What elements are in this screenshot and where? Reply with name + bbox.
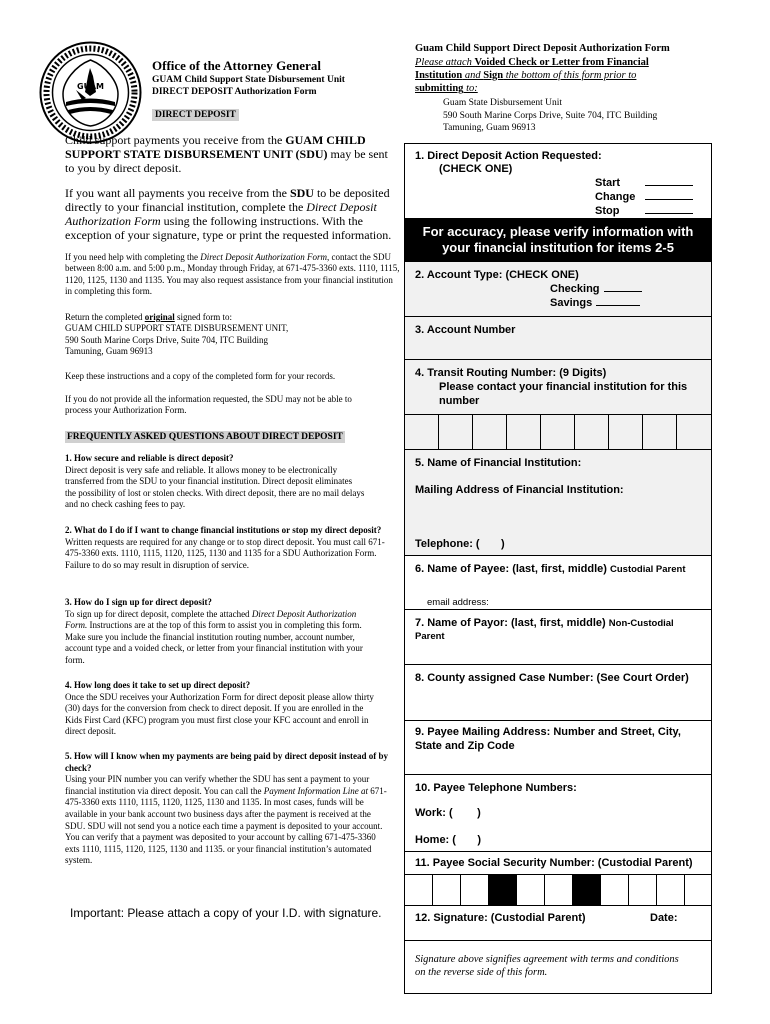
important-id-note: Important: Please attach a copy of your I.D. with signature.: [70, 906, 382, 920]
section-routing-number: [405, 360, 711, 415]
attach-instruction-line-3: submitting to:: [415, 83, 478, 94]
office-subtitle: GUAM Child Support State Disbursement Unit DIRECT DEPOSIT Authorization Form: [152, 75, 345, 97]
intro-paragraph-2: If you want all payments you receive from the SDU to be deposited directly to your financial institution, complete the Direct Deposit Authorization Form using the following instructions. With the exception of your signature, type or print the requested information.: [65, 186, 392, 242]
section-signature[interactable]: [405, 906, 711, 941]
faq-heading: FREQUENTLY ASKED QUESTIONS ABOUT DIRECT DEPOSIT: [67, 432, 343, 442]
routing-digit-cell[interactable]: [473, 415, 507, 449]
routing-digit-cell[interactable]: [507, 415, 541, 449]
sdu-address: Guam State Disbursement Unit 590 South Marine Corps Drive, Suite 704, ITC Building Tamuning, Guam 96913: [443, 98, 658, 133]
action-change-option[interactable]: Change: [595, 190, 693, 204]
home-phone-label: Home: ( ): [415, 834, 481, 846]
section-case-number[interactable]: [405, 665, 711, 721]
section-2-title: 2. Account Type: (CHECK ONE): [415, 269, 579, 281]
section-account-number[interactable]: [405, 317, 711, 360]
authorization-form: [404, 143, 712, 994]
ssn-digit-cell[interactable]: [405, 875, 433, 905]
work-phone-label: Work: ( ): [415, 807, 481, 819]
routing-digit-cell[interactable]: [575, 415, 609, 449]
form-title: Guam Child Support Direct Deposit Authorization Form: [415, 43, 670, 54]
ssn-digit-cell[interactable]: [629, 875, 657, 905]
attach-instruction-line-1: Please attach Voided Check or Letter from Financial: [415, 57, 649, 68]
routing-digit-cell[interactable]: [643, 415, 677, 449]
section-payee-address[interactable]: [405, 721, 711, 775]
ssn-digit-cell[interactable]: [601, 875, 629, 905]
keep-records-note: Keep these instructions and a copy of the completed form for your records.: [65, 371, 336, 381]
signature-agreement-note: Signature above signifies agreement with terms and conditions on the reverse side of this form.: [415, 954, 679, 978]
accuracy-banner: For accuracy, please verify information with your financial institution for items 2-5: [405, 219, 711, 262]
section-1-title: 1. Direct Deposit Action Requested:: [415, 150, 602, 162]
section-account-type: [405, 262, 711, 317]
ssn-digit-cell[interactable]: [517, 875, 545, 905]
section-10-title: 10. Payee Telephone Numbers:: [415, 782, 577, 794]
incomplete-info-note: If you do not provide all the information requested, the SDU may not be able to process your Authorization Form.: [65, 394, 352, 416]
account-type-checking[interactable]: Checking: [550, 282, 642, 296]
attach-instruction-line-2: Institution and Sign the bottom of this form prior to: [415, 70, 637, 81]
signature-date-label: Date:: [650, 912, 678, 924]
direct-deposit-label: DIRECT DEPOSIT: [152, 109, 239, 121]
section-3-title: 3. Account Number: [415, 324, 516, 336]
ssn-digit-cell[interactable]: [657, 875, 685, 905]
section-9-title: 9. Payee Mailing Address: Number and Street, City, State and Zip Code: [415, 726, 681, 752]
section-6-title: 6. Name of Payee: (last, first, middle) Custodial Parent: [415, 563, 686, 575]
section-4-title: 4. Transit Routing Number: (9 Digits): [415, 367, 607, 379]
intro-paragraph-1: Child support payments you receive from the GUAM CHILD SUPPORT STATE DISBURSEMENT UNIT (SDU) may be sent to you by direct deposit.: [65, 133, 388, 175]
section-7-note: Parent: [415, 631, 445, 642]
routing-digit-cell[interactable]: [609, 415, 643, 449]
section-12-title: 12. Signature: (Custodial Parent): [415, 912, 586, 924]
routing-number-cells[interactable]: [405, 415, 711, 450]
section-7-title: 7. Name of Payor: (last, first, middle) Non-Custodial: [415, 617, 674, 629]
ssn-separator-cell: [573, 875, 601, 905]
section-4-subtitle: Please contact your financial institution for this number: [439, 381, 688, 407]
faq-item-5: 5. How will I know when my payments are being paid by direct deposit instead of by check? Using your PIN number you can verify whether the SDU has sent a payment to your financial institution via direct deposit. You can call the Payment Information Line at 671-475-3360 exts 1110, 1115, 1120, 1125, 1130 and 1135. In most cases, funds will be available in your bank account two business days after the payment is received at the SDU. SDU will not send you a notice each time a payment is deposited to your account. You can verify that a payment was deposited to your account by calling 671-475-3360 exts 1110, 1115, 1120, 1125, 1130 and 1135. or your financial institution’s automated system.: [65, 751, 388, 866]
payee-email-label: email address:: [427, 597, 489, 608]
section-financial-institution[interactable]: [405, 450, 711, 556]
help-paragraph: If you need help with completing the Direct Deposit Authorization Form, contact the SDU between 8:00 a.m. and 5:00 p.m., Monday through Friday, at 671-475-3360 exts. 1110, 1115, 1120, 1125, 1130 and 1135. You may also request assistance from your financial institution in completing this form.: [65, 252, 400, 296]
institution-telephone-label: Telephone: ( ): [415, 538, 505, 550]
attorney-general-seal-logo: [38, 40, 143, 145]
section-11-title: 11. Payee Social Security Number: (Custodial Parent): [415, 857, 693, 869]
faq-item-3: 3. How do I sign up for direct deposit? To sign up for direct deposit, complete the attached Direct Deposit Authorization Form. Instructions are at the top of this form to assist you in completing this form. Make sure you include the financial institution routing number, account number, account type and a voided check, or letter from your financial institution with your form.: [65, 597, 363, 665]
ssn-digit-cell[interactable]: [685, 875, 711, 905]
action-stop-option[interactable]: Stop: [595, 204, 693, 218]
section-1-check-one: (CHECK ONE): [439, 163, 513, 175]
ssn-digit-cell[interactable]: [461, 875, 489, 905]
ssn-digit-cell[interactable]: [545, 875, 573, 905]
ssn-digit-cell[interactable]: [433, 875, 461, 905]
section-5-title: 5. Name of Financial Institution:: [415, 457, 582, 469]
return-paragraph: Return the completed original signed form to: GUAM CHILD SUPPORT STATE DISBURSEMENT UNIT, 590 South Marine Corps Drive, Suite 704, ITC Building Tamuning, Guam 96913: [65, 312, 289, 356]
ssn-separator-cell: [489, 875, 517, 905]
account-type-savings[interactable]: Savings: [550, 296, 640, 310]
institution-mailing-address-label: Mailing Address of Financial Institution:: [415, 484, 624, 496]
faq-item-1: 1. How secure and reliable is direct deposit? Direct deposit is very safe and reliable. It allows money to be electronically transferred from the SDU to your financial institution. Direct deposit eliminates the possibility of lost or stolen checks. With direct deposit, there are no mail delays and no check cashing fees to pay.: [65, 453, 365, 510]
routing-digit-cell[interactable]: [541, 415, 575, 449]
svg-text:GUAM: GUAM: [77, 82, 104, 91]
routing-digit-cell[interactable]: [439, 415, 473, 449]
routing-digit-cell[interactable]: [677, 415, 711, 449]
section-payor-name[interactable]: [405, 610, 711, 665]
faq-item-4: 4. How long does it take to set up direct deposit? Once the SDU receives your Authorization Form for direct deposit please allow thirty (30) days for the conversion from check to direct deposit. If you are enrolled in the Kids First Card (KFC) program you must first close your KFC account and enroll in direct deposit.: [65, 680, 374, 737]
section-8-title: 8. County assigned Case Number: (See Court Order): [415, 672, 689, 684]
action-start-option[interactable]: Start: [595, 176, 693, 190]
section-payee-name[interactable]: [405, 556, 711, 610]
faq-item-2: 2. What do I do if I want to change financial institutions or stop my direct deposit? Written requests are required for any change or to stop direct deposit. You must call 671-475-3360 exts. 1110, 1115, 1120, 1125, 1130 and 1135 for a SDU Authorization Form. Failure to do so may result in disruption of service.: [65, 525, 385, 570]
section-payee-telephone[interactable]: [405, 775, 711, 852]
section-payee-ssn: [405, 852, 711, 875]
ssn-cells[interactable]: [405, 875, 711, 906]
section-deposit-action: [405, 144, 711, 219]
routing-digit-cell[interactable]: [405, 415, 439, 449]
office-title: Office of the Attorney General: [152, 58, 321, 73]
